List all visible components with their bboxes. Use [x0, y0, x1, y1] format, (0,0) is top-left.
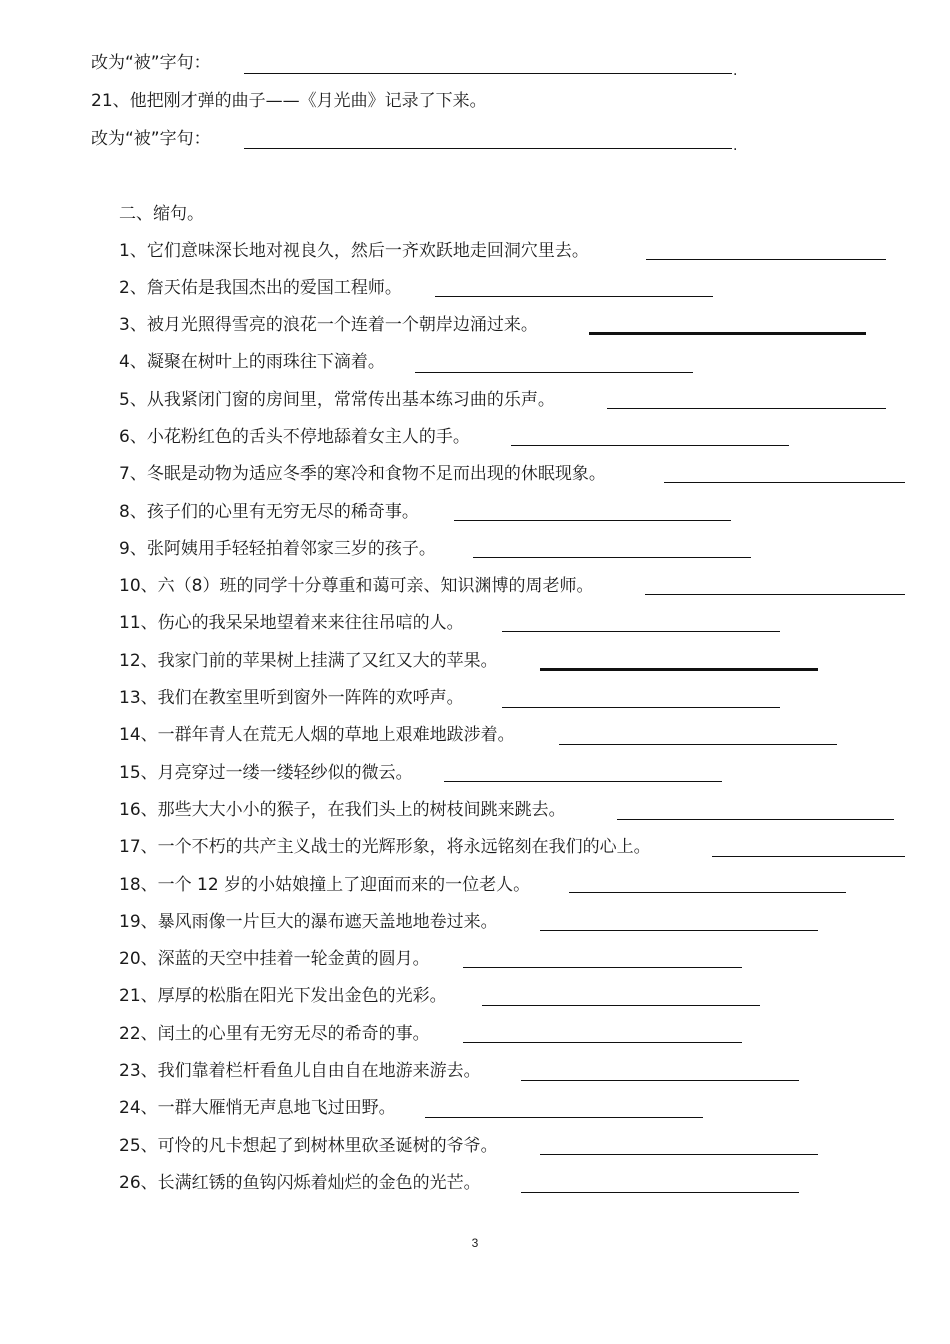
- exercise-item: 10、六（8）班的同学十分尊重和蔼可亲、知识渊博的周老师。: [119, 576, 594, 596]
- answer-blank[interactable]: [521, 1192, 799, 1193]
- exercise-item: 22、闰土的心里有无穷无尽的希奇的事。: [119, 1024, 430, 1044]
- answer-blank[interactable]: [463, 1042, 742, 1043]
- answer-blank[interactable]: [444, 781, 722, 782]
- exercise-item: 6、小花粉红色的舌头不停地舔着女主人的手。: [119, 427, 470, 447]
- exercise-item: 14、一群年青人在荒无人烟的草地上艰难地跋涉着。: [119, 725, 515, 745]
- answer-blank-rewrite-1[interactable]: [244, 73, 732, 74]
- exercise-item: 19、暴风雨像一片巨大的瀑布遮天盖地地卷过来。: [119, 912, 498, 932]
- answer-blank[interactable]: [540, 668, 818, 671]
- exercise-item: 20、深蓝的天空中挂着一轮金黄的圆月。: [119, 949, 430, 969]
- exercise-item: 26、长满红锈的鱼钩闪烁着灿烂的金色的光芒。: [119, 1173, 481, 1193]
- answer-blank[interactable]: [712, 856, 905, 857]
- section-heading: 二、缩句。: [119, 204, 204, 224]
- answer-blank[interactable]: [502, 707, 780, 708]
- answer-blank[interactable]: [425, 1117, 703, 1118]
- answer-blank[interactable]: [502, 631, 780, 632]
- exercise-item: 4、凝聚在树叶上的雨珠往下滴着。: [119, 352, 385, 372]
- exercise-item: 9、张阿姨用手轻轻拍着邻家三岁的孩子。: [119, 539, 436, 559]
- question-21: 21、他把刚才弹的曲子——《月光曲》记录了下来。: [91, 91, 487, 111]
- exercise-item: 12、我家门前的苹果树上挂满了又红又大的苹果。: [119, 651, 498, 671]
- end-mark-1: .: [733, 63, 738, 79]
- exercise-item: 3、被月光照得雪亮的浪花一个连着一个朝岸边涌过来。: [119, 315, 538, 335]
- answer-blank[interactable]: [569, 892, 846, 893]
- answer-blank[interactable]: [559, 744, 837, 745]
- answer-blank[interactable]: [415, 372, 693, 373]
- exercise-item: 5、从我紧闭门窗的房间里，常常传出基本练习曲的乐声。: [119, 390, 555, 410]
- answer-blank[interactable]: [521, 1080, 799, 1081]
- exercise-item: 23、我们靠着栏杆看鱼儿自由自在地游来游去。: [119, 1061, 481, 1081]
- answer-blank[interactable]: [589, 332, 866, 335]
- exercise-item: 13、我们在教室里听到窗外一阵阵的欢呼声。: [119, 688, 464, 708]
- page-number: 3: [471, 1236, 479, 1250]
- exercise-item: 1、它们意味深长地对视良久，然后一齐欢跃地走回洞穴里去。: [119, 241, 589, 261]
- exercise-item: 15、月亮穿过一缕一缕轻纱似的微云。: [119, 763, 413, 783]
- answer-blank[interactable]: [454, 520, 731, 521]
- exercise-item: 25、可怜的凡卡想起了到树林里砍圣诞树的爷爷。: [119, 1136, 498, 1156]
- answer-blank[interactable]: [664, 482, 905, 483]
- answer-blank[interactable]: [540, 1154, 818, 1155]
- answer-blank[interactable]: [645, 594, 905, 595]
- exercise-item: 16、那些大大小小的猴子，在我们头上的树枝间跳来跳去。: [119, 800, 566, 820]
- answer-blank-rewrite-2[interactable]: [244, 148, 732, 149]
- answer-blank[interactable]: [435, 296, 713, 297]
- answer-blank[interactable]: [511, 445, 789, 446]
- end-mark-2: .: [733, 138, 738, 154]
- answer-blank[interactable]: [540, 930, 818, 931]
- answer-blank[interactable]: [607, 408, 886, 409]
- exercise-item: 7、冬眠是动物为适应冬季的寒冷和食物不足而出现的休眠现象。: [119, 464, 606, 484]
- rewrite-label-1: 改为“被”字句：: [91, 53, 211, 73]
- exercise-item: 17、一个不朽的共产主义战士的光辉形象，将永远铭刻在我们的心上。: [119, 837, 651, 857]
- exercise-item: 18、一个 12 岁的小姑娘撞上了迎面而来的一位老人。: [119, 875, 531, 895]
- rewrite-label-2: 改为“被”字句：: [91, 129, 211, 149]
- answer-blank[interactable]: [617, 819, 894, 820]
- answer-blank[interactable]: [473, 557, 751, 558]
- exercise-item: 2、詹天佑是我国杰出的爱国工程师。: [119, 278, 402, 298]
- exercise-item: 8、孩子们的心里有无穷无尽的稀奇事。: [119, 502, 419, 522]
- exercise-item: 24、一群大雁悄无声息地飞过田野。: [119, 1098, 396, 1118]
- exercise-item: 21、厚厚的松脂在阳光下发出金色的光彩。: [119, 986, 447, 1006]
- answer-blank[interactable]: [482, 1005, 760, 1006]
- answer-blank[interactable]: [646, 259, 886, 260]
- exercise-item: 11、伤心的我呆呆地望着来来往往吊唁的人。: [119, 613, 464, 633]
- answer-blank[interactable]: [463, 967, 742, 968]
